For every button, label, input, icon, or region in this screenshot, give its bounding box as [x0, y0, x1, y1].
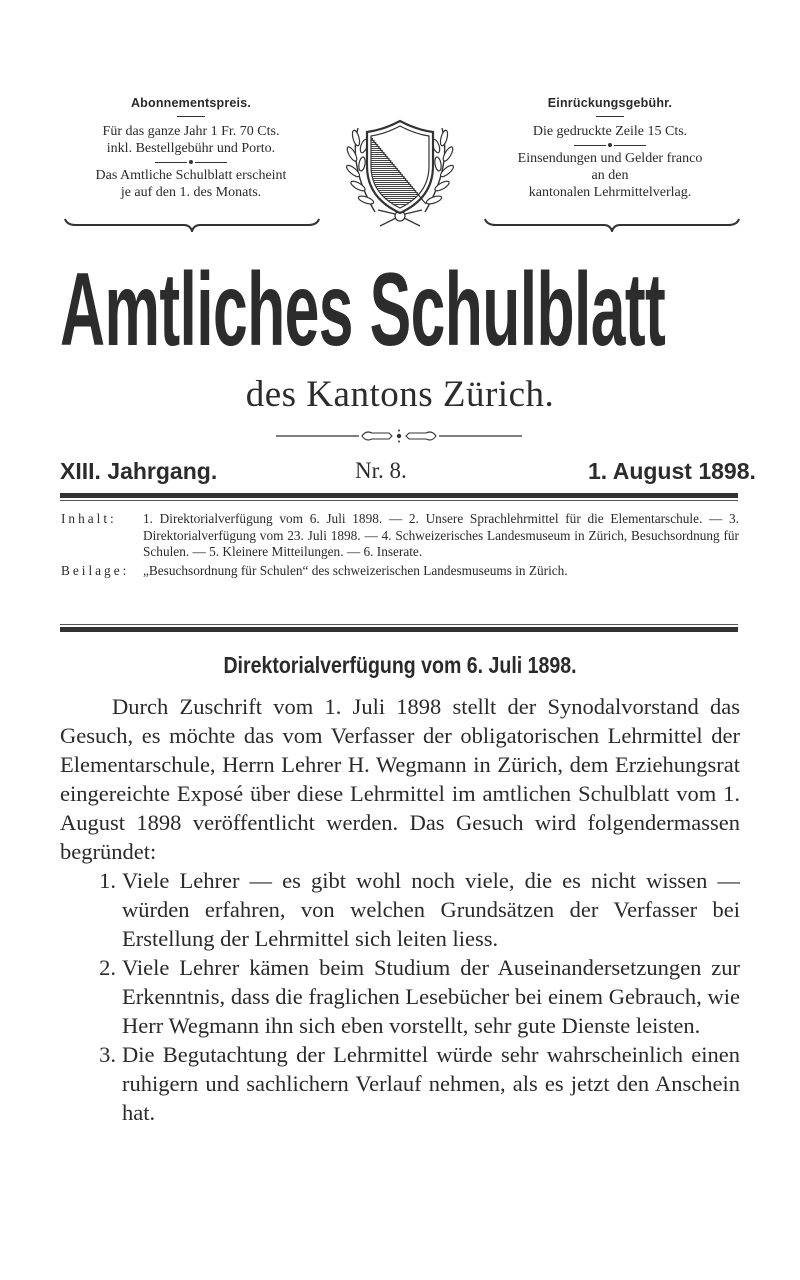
double-rule	[60, 624, 738, 632]
subscription-line: inkl. Bestellgebühr und Porto.	[106, 141, 276, 156]
inhalt-label: Inhalt:	[61, 511, 117, 526]
table-of-contents	[61, 511, 739, 579]
volume-label: XIII. Jahrgang.	[60, 458, 218, 484]
subscription-line: Für das ganze Jahr 1 Fr. 70 Cts.	[102, 124, 280, 139]
inhalt-row	[61, 511, 739, 561]
inhalt-text: 1. Direktorialverfügung vom 6. Juli 1898. — 2. Unsere Sprachlehrmittel für die Elementarschule. — 3. Direktorialverfügung vom 23. Juli 1898. — 4. Schweizerisches Landesmuseum in Zürich, Besuchsordnung für Schulen. — 5. Kleinere Mitteilungen. — 6. Inserate.	[143, 511, 739, 559]
masthead-subtitle: des Kantons Zürich.	[245, 374, 555, 415]
list-item-text: Viele Lehrer — es gibt wohl noch viele, die es nicht wissen — würden erfahren, von welchen Grundsätzen der Verfasser bei Erstellung der Lehrmittel sich leiten liess.	[122, 868, 740, 951]
insertion-fee-line: Einsendungen und Gelder franco	[517, 151, 703, 166]
double-rule	[60, 493, 738, 501]
brace-divider-right	[484, 218, 740, 232]
beilage-text: „Besuchsordnung für Schulen“ des schweizerischen Landesmuseums in Zürich.	[143, 562, 568, 578]
dot-divider	[474, 143, 746, 147]
insertion-fee-box	[474, 96, 746, 201]
beilage-row	[61, 563, 739, 580]
list-item-text: Die Begutachtung der Lehrmittel würde sehr wahrscheinlich einen ruhigern und sachlichern Verlauf nehmen, als es jetzt den Anschein hat.	[122, 1042, 740, 1125]
insertion-fee-line: an den	[591, 168, 629, 183]
list-item	[60, 953, 740, 1040]
issue-number: Nr. 8.	[355, 458, 407, 483]
insertion-fee-heading: Einrückungsgebühr.	[547, 96, 673, 110]
insertion-fee-line: Die gedruckte Zeile 15 Cts.	[532, 124, 688, 139]
list-item-number: 3.	[99, 1042, 116, 1067]
issue-date: 1. August 1898.	[588, 458, 756, 484]
subscription-price-heading: Abonnementspreis.	[130, 96, 252, 110]
ornament-divider-icon	[274, 428, 524, 444]
brace-divider-left	[64, 218, 320, 232]
list-item	[60, 1040, 740, 1127]
short-rule	[596, 116, 624, 117]
coat-of-arms-icon	[340, 116, 460, 228]
list-item-number: 1.	[99, 868, 116, 893]
subscription-price-box	[60, 96, 322, 201]
beilage-label: Beilage:	[61, 562, 130, 578]
list-item-number: 2.	[99, 955, 116, 980]
subscription-line: Das Amtliche Schulblatt erscheint	[95, 168, 287, 183]
masthead-title: Amtliches Schulblatt	[60, 252, 666, 368]
article-body	[60, 692, 740, 1127]
article-intro: Durch Zuschrift vom 1. Juli 1898 stellt der Synodalvorstand das Gesuch, es möchte das vom Verfasser der obligatorischen Lehrmittel der Elementarschule, Herrn Lehrer H. Wegmann in Zürich, dem Erziehungsrat eingereichte Exposé über diese Lehrmittel im amtlichen Schulblatt vom 1. August 1898 veröffentlicht werden. Das Gesuch wird folgendermassen begründet:	[60, 694, 740, 864]
article-heading: Direktorialverfügung vom 6. Juli 1898.	[223, 652, 577, 678]
list-item	[60, 866, 740, 953]
subscription-line: je auf den 1. des Monats.	[120, 185, 262, 200]
list-item-text: Viele Lehrer kämen beim Studium der Auseinandersetzungen zur Erkenntnis, dass die fraglichen Lesebücher bei einem Gebrauch, wie Herr Wegmann ihn sich eben vorstellt, sehr gute Dienste leisten.	[122, 955, 740, 1038]
insertion-fee-line: kantonalen Lehrmittelverlag.	[528, 185, 692, 200]
dot-divider	[60, 160, 322, 164]
short-rule	[177, 116, 205, 117]
